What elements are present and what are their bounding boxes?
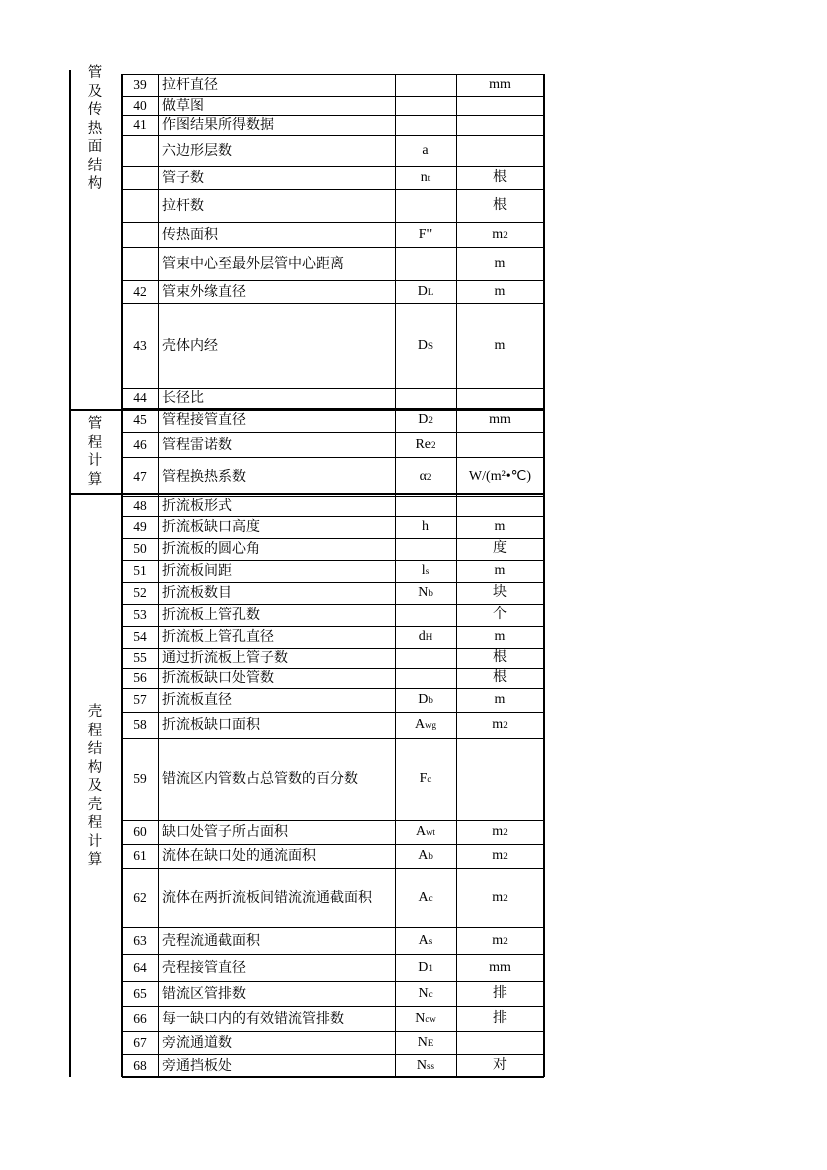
row-symbol [395, 74, 456, 96]
row-unit [456, 1006, 544, 1031]
grid-line-horizontal [122, 516, 544, 517]
row-symbol: N cw [415, 1010, 436, 1026]
row-unit [456, 538, 544, 560]
grid-line-vertical [69, 70, 71, 1077]
row-unit [456, 1054, 544, 1077]
row-unit [456, 648, 544, 668]
row-symbol: N b [418, 585, 433, 600]
row-symbol: N c [418, 985, 433, 1001]
unit-base: 个 [493, 607, 507, 622]
row-unit [456, 560, 544, 582]
row-item-name: 缺口处管子所占面积 [162, 824, 288, 840]
row-number: 43 [133, 337, 147, 353]
section-label-char: 壳 [87, 796, 103, 813]
row-unit [456, 115, 544, 135]
row-item-name: 旁通挡板处 [162, 1057, 232, 1074]
row-symbol: A wt [415, 824, 436, 839]
row-symbol: D 2 [418, 412, 433, 427]
section-label-char: 管 [87, 416, 103, 432]
grid-line-vertical [158, 74, 159, 1077]
row-number: 42 [133, 283, 147, 299]
row-item-name: 折流板数目 [162, 585, 232, 601]
unit-base: m [492, 717, 504, 732]
symbol-base: α [419, 468, 427, 484]
row-item-name: 做草图 [162, 97, 204, 114]
row-number [122, 166, 158, 189]
grid-line-horizontal [122, 626, 544, 627]
row-item-name: 作图结果所得数据 [162, 117, 274, 133]
row-number: 67 [133, 1034, 147, 1050]
grid-line-vertical [456, 74, 457, 1077]
row-item-name: 长径比 [162, 390, 204, 406]
row-number [122, 135, 158, 166]
row-number: 48 [133, 498, 147, 514]
grid-line-horizontal [122, 1054, 544, 1055]
grid-line-horizontal [122, 688, 544, 689]
row-item-name: 壳体内经 [162, 337, 218, 354]
row-item-name: 每一缺口内的有效错流管排数 [162, 1010, 344, 1027]
grid-line-horizontal [122, 222, 544, 223]
row-symbol: D 1 [418, 959, 433, 975]
row-item-name: 壳程流通截面积 [162, 932, 260, 949]
grid-line-horizontal [122, 738, 544, 739]
grid-line-horizontal [122, 1076, 544, 1078]
symbol-base: d [418, 629, 426, 644]
row-symbol [395, 648, 456, 668]
row-number [122, 222, 158, 247]
grid-line-horizontal [122, 712, 544, 713]
row-number [122, 247, 158, 280]
row-number: 58 [133, 717, 147, 733]
grid-line-horizontal [122, 648, 544, 649]
unit-base: 根 [493, 650, 507, 665]
row-unit [456, 189, 544, 222]
grid-line-horizontal [122, 981, 544, 982]
row-unit [456, 604, 544, 626]
row-item-name: 折流板的圆心角 [162, 541, 260, 557]
row-symbol: D b [418, 692, 433, 707]
symbol-base: N [418, 585, 429, 600]
unit-base: 对 [493, 1057, 507, 1073]
row-symbol: Re 2 [415, 436, 436, 452]
row-symbol [395, 96, 456, 115]
row-symbol: A b [418, 848, 433, 863]
section-label-char: 算 [87, 852, 103, 869]
row-symbol: N E [417, 1034, 434, 1050]
unit-base: m [492, 824, 504, 839]
row-item-name: 管程换热系数 [162, 468, 246, 485]
unit-base: m [492, 932, 504, 948]
grid-line-horizontal [122, 868, 544, 869]
row-symbol: l s [421, 563, 430, 578]
row-unit [456, 166, 544, 189]
symbol-base: Re [415, 436, 432, 452]
row-symbol: D L [417, 283, 434, 299]
sec-shell-side [72, 496, 118, 1077]
symbol-base: h [422, 519, 429, 534]
row-number: 60 [133, 824, 147, 840]
row-number: 39 [133, 77, 147, 93]
row-unit [456, 135, 544, 166]
row-symbol: N ss [416, 1057, 435, 1073]
row-item-name: 传热面积 [162, 226, 218, 243]
grid-line-horizontal [122, 74, 544, 75]
row-number: 61 [133, 848, 147, 864]
grid-line-vertical [121, 74, 123, 1077]
unit-base: 根 [493, 670, 507, 685]
grid-line-horizontal [122, 1031, 544, 1032]
row-item-name: 通过折流板上管子数 [162, 650, 288, 666]
symbol-base: A [414, 717, 426, 732]
section-label-char: 壳 [87, 704, 103, 721]
section-divider [70, 409, 544, 411]
row-number: 65 [133, 985, 147, 1001]
row-number: 45 [133, 412, 147, 428]
row-symbol [395, 538, 456, 560]
row-number: 49 [133, 519, 147, 535]
unit-base: m [492, 848, 504, 863]
row-unit [456, 688, 544, 712]
symbol-base: A [415, 824, 427, 839]
grid-line-horizontal [122, 247, 544, 248]
row-symbol: d H [418, 629, 433, 644]
row-number: 63 [133, 932, 147, 948]
sec-heat-transfer-structure [72, 65, 118, 408]
row-symbol: n t [420, 169, 431, 185]
row-number: 53 [133, 607, 147, 623]
row-number: 54 [133, 629, 147, 645]
symbol-base: l [421, 563, 426, 578]
row-number: 57 [133, 692, 147, 708]
section-label-char: 构 [87, 176, 103, 192]
grid-line-horizontal [122, 96, 544, 97]
row-symbol: A c [418, 889, 433, 905]
row-unit [456, 1031, 544, 1054]
unit-base: mm [489, 412, 511, 427]
unit-base: 排 [493, 985, 507, 1001]
row-number: 40 [133, 97, 147, 113]
row-item-name: 折流板缺口面积 [162, 717, 260, 733]
row-item-name: 折流板缺口处管数 [162, 670, 274, 686]
row-number: 47 [133, 468, 147, 484]
section-label-char: 算 [87, 471, 103, 488]
unit-base: m [492, 889, 504, 905]
row-unit [456, 280, 544, 303]
row-symbol [395, 115, 456, 135]
row-symbol: A s [418, 932, 433, 948]
row-symbol [395, 388, 456, 408]
row-number: 44 [133, 390, 147, 406]
row-symbol [395, 516, 456, 538]
grid-line-horizontal [122, 388, 544, 389]
section-label-char: 面 [87, 139, 103, 155]
row-number: 55 [133, 650, 147, 666]
row-item-name: 错流区内管数占总管数的百分数 [162, 771, 358, 787]
row-item-name: 拉杆数 [162, 197, 204, 214]
symbol-base: F" [418, 226, 433, 242]
symbol-base: A [418, 848, 429, 863]
unit-base: m [492, 226, 504, 242]
grid-line-horizontal [122, 582, 544, 583]
grid-line-horizontal [122, 1006, 544, 1007]
grid-line-horizontal [122, 668, 544, 669]
grid-line-horizontal [122, 432, 544, 433]
row-unit [456, 668, 544, 688]
row-item-name: 折流板缺口高度 [162, 519, 260, 535]
row-item-name: 折流板上管孔数 [162, 607, 260, 623]
row-unit [456, 582, 544, 604]
symbol-base: a [422, 142, 429, 158]
symbol-base: D [418, 959, 429, 975]
symbol-base: N [418, 985, 429, 1001]
row-symbol [395, 135, 456, 166]
symbol-base: N [416, 1057, 428, 1073]
unit-base: m [494, 692, 506, 707]
row-item-name: 管程接管直径 [162, 412, 246, 428]
grid-line-vertical [395, 74, 396, 1077]
row-item-name: 流体在缺口处的通流面积 [162, 848, 316, 864]
row-item-name: 管束中心至最外层管中心距离 [162, 255, 344, 272]
row-item-name: 旁流通道数 [162, 1034, 232, 1051]
row-unit: m 2 [492, 932, 508, 948]
unit-base: m [494, 337, 506, 353]
row-symbol [395, 668, 456, 688]
row-number: 62 [133, 889, 147, 905]
row-item-name: 错流区管排数 [162, 985, 246, 1002]
symbol-base: D [418, 692, 429, 707]
grid-line-horizontal [122, 820, 544, 821]
row-symbol [395, 496, 456, 516]
row-unit: m 2 [492, 824, 508, 839]
section-label-char: 传 [87, 102, 103, 118]
row-symbol: A wg [414, 717, 437, 732]
grid-line-horizontal [122, 604, 544, 605]
section-label-char: 计 [87, 453, 103, 469]
section-label-char: 程 [87, 722, 103, 739]
row-item-name: 折流板直径 [162, 692, 232, 708]
row-unit [456, 954, 544, 981]
row-unit: m 2 [492, 848, 508, 863]
row-item-name: 流体在两折流板间错流流通截面积 [162, 889, 372, 906]
unit-base: W/(m²•℃) [468, 468, 532, 484]
symbol-base: D [418, 412, 429, 427]
grid-line-horizontal [122, 280, 544, 281]
grid-line-horizontal [122, 844, 544, 845]
row-unit [456, 408, 544, 432]
row-number: 64 [133, 959, 147, 975]
row-unit [456, 981, 544, 1006]
grid-line-horizontal [122, 115, 544, 116]
unit-base: m [494, 283, 506, 299]
symbol-base: n [420, 169, 428, 185]
row-item-name: 管程雷诺数 [162, 436, 232, 453]
grid-line-horizontal [122, 954, 544, 955]
unit-base: m [494, 519, 506, 534]
grid-line-horizontal [122, 457, 544, 458]
grid-line-horizontal [122, 166, 544, 167]
grid-line-horizontal [122, 189, 544, 190]
grid-line-horizontal [122, 927, 544, 928]
section-label-char: 管 [87, 65, 103, 81]
row-item-name: 折流板间距 [162, 563, 232, 579]
row-item-name: 折流板形式 [162, 498, 232, 514]
grid-line-horizontal [122, 538, 544, 539]
section-label-char: 热 [87, 120, 103, 137]
symbol-base: A [418, 932, 429, 948]
symbol-base: N [417, 1034, 428, 1050]
row-unit [456, 388, 544, 408]
grid-line-vertical [543, 74, 545, 1077]
grid-line-horizontal [122, 303, 544, 304]
row-number: 51 [133, 563, 147, 579]
row-unit [456, 74, 544, 96]
row-item-name: 管子数 [162, 169, 204, 186]
section-label-char: 结 [87, 741, 103, 758]
section-label-char: 及 [87, 83, 103, 100]
row-symbol [395, 222, 456, 247]
unit-base: 根 [493, 169, 507, 185]
row-unit [456, 96, 544, 115]
row-unit [456, 247, 544, 280]
row-item-name: 管束外缘直径 [162, 283, 246, 300]
unit-base: mm [489, 77, 511, 92]
row-symbol: α 2 [419, 468, 432, 484]
row-number: 41 [133, 117, 147, 133]
row-unit: m 2 [492, 717, 508, 732]
unit-base: mm [489, 959, 511, 975]
row-unit: m 2 [492, 226, 508, 242]
row-unit [456, 432, 544, 457]
section-label-char: 程 [87, 815, 103, 832]
grid-line-horizontal [122, 135, 544, 136]
symbol-base: N [415, 1010, 426, 1026]
unit-base: m [494, 563, 506, 578]
row-symbol: D S [417, 337, 434, 353]
row-unit [456, 738, 544, 820]
row-number [122, 189, 158, 222]
row-number: 56 [133, 670, 147, 686]
row-unit [456, 496, 544, 516]
row-unit [456, 303, 544, 388]
section-label-char: 构 [87, 759, 103, 776]
section-label-char: 结 [87, 157, 103, 174]
row-symbol [395, 189, 456, 222]
unit-base: 排 [493, 1010, 507, 1026]
row-symbol [395, 247, 456, 280]
section-divider [70, 493, 544, 495]
row-unit [456, 457, 544, 496]
symbol-base: D [417, 283, 428, 299]
row-number: 59 [133, 771, 147, 787]
row-number: 50 [133, 541, 147, 557]
row-number: 46 [133, 436, 147, 452]
section-label-char: 及 [87, 778, 103, 795]
row-symbol [395, 604, 456, 626]
row-number: 52 [133, 585, 147, 601]
grid-line-horizontal [122, 560, 544, 561]
row-symbol: F c [419, 771, 432, 786]
unit-base: 度 [493, 541, 507, 556]
row-item-name: 折流板上管孔直径 [162, 629, 274, 645]
section-label-char: 程 [87, 434, 103, 451]
sec-tube-side [72, 408, 118, 496]
symbol-base: A [418, 889, 429, 905]
row-number: 68 [133, 1057, 147, 1073]
row-number: 66 [133, 1010, 147, 1026]
row-item-name: 六边形层数 [162, 142, 232, 159]
row-unit: m 2 [492, 889, 508, 905]
row-item-name: 壳程接管直径 [162, 959, 246, 976]
unit-base: m [494, 255, 506, 271]
symbol-base: D [417, 337, 429, 353]
section-label-char: 计 [87, 833, 103, 850]
row-unit [456, 516, 544, 538]
symbol-base: F [419, 771, 428, 786]
unit-base: 根 [493, 197, 507, 213]
row-unit [456, 626, 544, 648]
grid-line-horizontal [122, 496, 544, 497]
unit-base: 块 [493, 585, 507, 600]
unit-base: m [494, 629, 506, 644]
row-item-name: 拉杆直径 [162, 77, 218, 93]
